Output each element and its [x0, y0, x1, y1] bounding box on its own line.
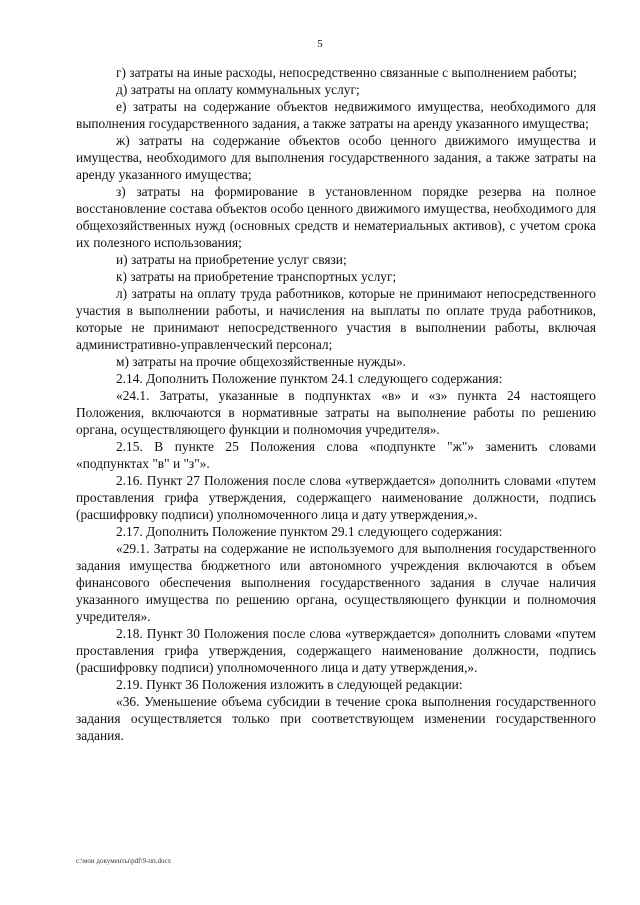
paragraph: «24.1. Затраты, указанные в подпунктах «в» и «з» пункта 24 настоящего Положения, включаются в нормативные затраты на выполнение работы по решению органа, осуществляющего функции и полномочия учредителя».: [76, 388, 596, 437]
paragraph: л) затраты на оплату труда работников, которые не принимают непосредственного участия в выполнении работы, и начисления на выплаты по оплате труда работников, которые не принимают непосредственного участия в выполнении работы, включая административно-управленческий персонал;: [76, 286, 596, 352]
paragraph: «29.1. Затраты на содержание не используемого для выполнения государственного задания имущества бюджетного или автономного учреждения включаются в объем финансового обеспечения выполнения государственного задания в случае наличия указанного имущества по решению органа, осуществляющего функции и полномочия учредителя».: [76, 541, 596, 624]
paragraph: з) затраты на формирование в установленном порядке резерва на полное восстановление состава объектов особо ценного движимого имущества, необходимого для общехозяйственных нужд (основных средств и нематериальных активов), с учетом срока их полезного использования;: [76, 184, 596, 250]
paragraph: «36. Уменьшение объема субсидии в течение срока выполнения государственного задания осуществляется только при соответствующем изменении государственного задания.: [76, 694, 596, 743]
paragraph: и) затраты на приобретение услуг связи;: [116, 252, 347, 267]
paragraph: д) затраты на оплату коммунальных услуг;: [116, 82, 360, 97]
paragraph: ж) затраты на содержание объектов особо ценного движимого имущества и имущества, необходимого для выполнения государственного задания, а также затраты на аренду указанного имущества;: [76, 133, 596, 182]
page-number: 5: [317, 38, 323, 50]
section-2-16: 2.16. Пункт 27 Положения после слова «утверждается» дополнить словами «путем проставления грифа утверждения, содержащего наименование должности, подпись (расшифровку подписи) уполномоченного лица и дату утверждения,».: [76, 473, 596, 522]
section-2-15: 2.15. В пункте 25 Положения слова «подпункте "ж"» заменить словами «подпунктах "в" и "з"».: [76, 439, 596, 471]
section-2-18: 2.18. Пункт 30 Положения после слова «утверждается» дополнить словами «путем проставления грифа утверждения, содержащего наименование должности, подпись (расшифровку подписи) уполномоченного лица и дату утверждения,».: [76, 626, 596, 675]
paragraph: г) затраты на иные расходы, непосредственно связанные с выполнением работы;: [116, 65, 577, 80]
paragraph: е) затраты на содержание объектов недвижимого имущества, необходимого для выполнения государственного задания, а также затраты на аренду указанного имущества;: [76, 99, 596, 131]
paragraph: м) затраты на прочие общехозяйственные нужды».: [116, 354, 407, 369]
section-2-19: 2.19. Пункт 36 Положения изложить в следующей редакции:: [116, 677, 463, 692]
section-2-14: 2.14. Дополнить Положение пунктом 24.1 следующего содержания:: [116, 371, 503, 386]
footer-file-path: c:\мои документы\pdf\9-пп.docx: [76, 857, 172, 865]
paragraph: к) затраты на приобретение транспортных услуг;: [116, 269, 397, 284]
document-body: [76, 64, 596, 744]
section-2-17: 2.17. Дополнить Положение пунктом 29.1 следующего содержания:: [116, 524, 503, 539]
